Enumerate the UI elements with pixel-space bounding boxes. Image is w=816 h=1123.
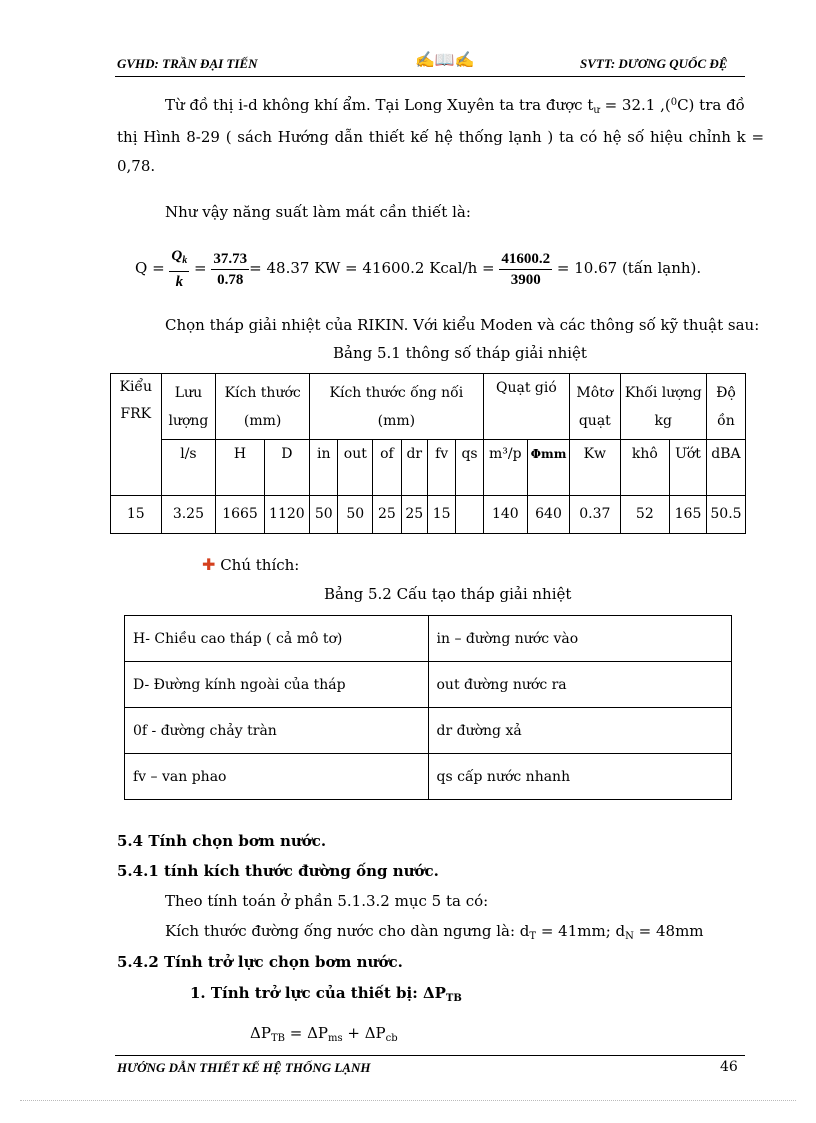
section-5-4-1: 5.4.1 tính kích thước đường ống nước.: [117, 862, 439, 880]
value-cell: 50: [310, 496, 338, 534]
unit-cell: Kw: [570, 440, 621, 496]
para3: Chọn tháp giải nhiệt của RIKIN. Với kiểu Moden và các thông số kỹ thuật sau:: [165, 316, 760, 334]
line-reference: Theo tính toán ở phần 5.1.3.2 mục 5 ta có:: [165, 892, 489, 910]
section-5-4: 5.4 Tính chọn bơm nước.: [117, 832, 327, 850]
page-number: 46: [720, 1059, 738, 1075]
unit-cell: D: [264, 440, 309, 496]
header-rule: [115, 76, 745, 77]
table1-caption: Bảng 5.1 thông số tháp giải nhiệt: [333, 344, 587, 362]
header-do-on: Độ ồn: [706, 374, 745, 440]
unit-cell: khô: [620, 440, 669, 496]
value-cell: 165: [670, 496, 707, 534]
table2-caption: Bảng 5.2 Cấu tạo tháp giải nhiệt: [324, 585, 572, 603]
unit-cell: out: [338, 440, 373, 496]
line-pipe-size: Kích thước đường ống nước cho dàn ngưng là: $d_T = 41mm$; $d_N = 48mm$: [165, 922, 704, 942]
footer-title: HƯỚNG DẪN THIẾT KẾ HỆ THỐNG LẠNH: [117, 1060, 371, 1075]
table1-values-row: [111, 496, 746, 534]
unit-cell: fv: [427, 440, 455, 496]
value-cell: 52: [620, 496, 669, 534]
section-5-4-2: 5.4.2 Tính trở lực chọn bơm nước.: [117, 953, 403, 971]
table-row: D- Đường kính ngoài của tháp out đường nước ra: [125, 662, 732, 708]
header-kich-thuoc: Kích thước (mm): [216, 374, 310, 440]
header-ong-noi: Kích thước ống nối (mm): [310, 374, 484, 440]
header-khoi-luong: Khối lượng kg: [620, 374, 706, 440]
header-kieu: Kiểu FRK: [111, 374, 162, 496]
value-cell: 1120: [264, 496, 309, 534]
page-bottom-dotted-line: [20, 1100, 796, 1101]
table-row: 0f - đường chảy tràn dr đường xả: [125, 708, 732, 754]
value-cell: 25: [401, 496, 427, 534]
unit-cell: m³/p: [483, 440, 527, 496]
footer-rule: [115, 1055, 745, 1056]
value-cell: 50: [338, 496, 373, 534]
header-right: SVTT: DƯƠNG QUỐC ĐỆ: [580, 56, 728, 71]
para2: Như vậy năng suất làm mát cần thiết là:: [165, 203, 471, 221]
item-1-heading: 1. Tính trở lực của thiết bị: $\Delta P_{TB}$: [190, 984, 462, 1004]
table-row: H- Chiều cao tháp ( cả mô tơ) in – đường nước vào: [125, 616, 732, 662]
value-cell: 640: [527, 496, 569, 534]
cooling-tower-structure-table: [124, 615, 732, 800]
unit-cell: qs: [456, 440, 483, 496]
para1-line3: 0,78.: [117, 157, 156, 175]
value-cell: 3.25: [161, 496, 216, 534]
para1-line1: Từ đồ thị i-d không khí ẩm. Tại Long Xuyên ta tra được $t_ư = 32.1$ ,($^0$C) tra đồ: [165, 96, 745, 116]
value-cell: 25: [373, 496, 401, 534]
unit-cell: Ướt: [670, 440, 707, 496]
value-cell: 15: [111, 496, 162, 534]
header-book-icon: ✍📖✍: [415, 50, 475, 69]
equation-delta-p-tb: $\Delta P_{TB} = \Delta P_{ms} + \Delta P_{cb}$: [250, 1024, 398, 1044]
header-quat-gio: Quạt gió: [483, 374, 569, 440]
unit-cell: of: [373, 440, 401, 496]
value-cell: 140: [483, 496, 527, 534]
formula-cooling-capacity: Q = $\frac{Q_k}{k}$ = $\frac{37.73}{0.78}$ = 48.37 KW = 41600.2 Kcal/h = $\frac{41600.2}{3900}$ = 10.67 (tấn lạnh).: [135, 248, 702, 290]
note: ✚ Chú thích:: [202, 555, 300, 574]
header-luu-luong: Lưu lượng: [161, 374, 216, 440]
cooling-tower-spec-table: [110, 373, 746, 534]
unit-cell: dBA: [706, 440, 745, 496]
note-bullet-icon: ✚: [202, 555, 216, 574]
unit-cell: Φmm: [527, 440, 569, 496]
unit-cell: dr: [401, 440, 427, 496]
table-row: fv – van phao qs cấp nước nhanh: [125, 754, 732, 800]
value-cell: 1665: [216, 496, 264, 534]
header-left: GVHD: TRẦN ĐẠI TIẾN: [117, 56, 258, 71]
table1-units-row: [111, 440, 746, 496]
unit-cell: in: [310, 440, 338, 496]
unit-cell: H: [216, 440, 264, 496]
value-cell: 0.37: [570, 496, 621, 534]
value-cell: 15: [427, 496, 455, 534]
value-cell: [456, 496, 483, 534]
value-cell: 50.5: [706, 496, 745, 534]
para1-line2: thị Hình 8-29 ( sách Hướng dẫn thiết kế hệ thống lạnh ) ta có hệ số hiệu chỉnh k =: [117, 128, 765, 146]
unit-cell: l/s: [161, 440, 216, 496]
header-moto: Môtơ quạt: [570, 374, 621, 440]
